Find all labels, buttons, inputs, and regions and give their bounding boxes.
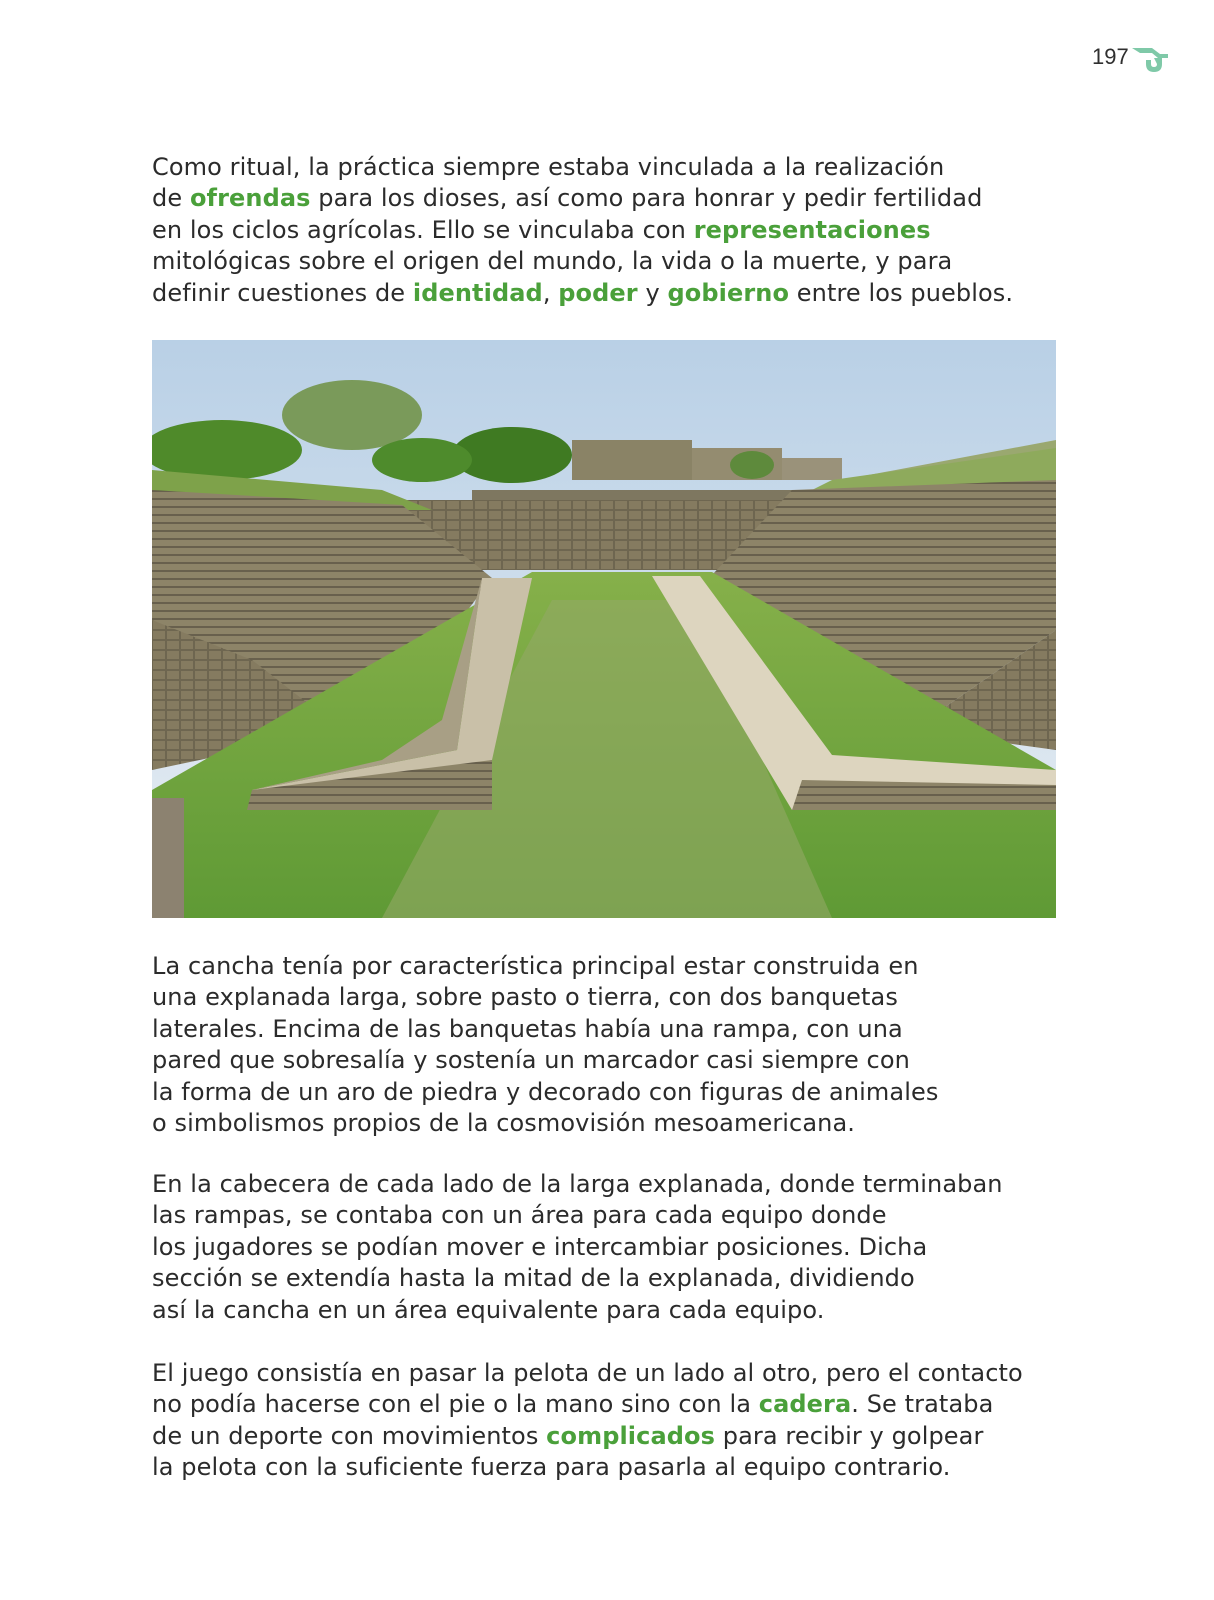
text-line: sección se extendía hasta la mitad de la explanada, dividiendo [152, 1264, 915, 1293]
text-line: así la cancha en un área equivalente para cada equipo. [152, 1295, 825, 1324]
text-line: La cancha tenía por característica principal estar construida en [152, 952, 919, 980]
paragraph-team-areas [152, 1169, 1003, 1326]
keyword-identidad: identidad [412, 278, 543, 307]
text-line: En la cabecera de cada lado de la larga explanada, donde terminaban [152, 1170, 1003, 1198]
text-line: una explanada larga, sobre pasto o tierra, con dos banquetas [152, 983, 898, 1012]
book-section-logo-icon [1130, 44, 1170, 78]
text-line: de ofrendas para los dioses, así como para honrar y pedir fertilidad [152, 184, 983, 213]
page-number: 197 [1092, 44, 1129, 69]
keyword-cadera: cadera [758, 1390, 852, 1419]
ball-court-photo [152, 340, 1056, 918]
text-line: mitológicas sobre el origen del mundo, la vida o la muerte, y para [152, 247, 953, 276]
text-line: Como ritual, la práctica siempre estaba vinculada a la realización [152, 153, 945, 181]
text-line: laterales. Encima de las banquetas había una rampa, con una [152, 1014, 903, 1043]
keyword-ofrendas: ofrendas [189, 184, 311, 213]
text-line: las rampas, se contaba con un área para cada equipo donde [152, 1201, 887, 1230]
keyword-representaciones: representaciones [693, 215, 931, 244]
text-line: El juego consistía en pasar la pelota de un lado al otro, pero el contacto [152, 1359, 1023, 1387]
text-line: o simbolismos propios de la cosmovisión mesoamericana. [152, 1109, 856, 1138]
text-line: la forma de un aro de piedra y decorado con figuras de animales [152, 1077, 939, 1106]
text-line: de un deporte con movimientos complicados para recibir y golpear [152, 1421, 984, 1450]
text-line: pared que sobresalía y sostenía un marcador casi siempre con [152, 1046, 910, 1075]
keyword-complicados: complicados [546, 1421, 716, 1450]
text-line: no podía hacerse con el pie o la mano sino con la cadera. Se trataba [152, 1390, 994, 1419]
keyword-poder: poder [558, 278, 638, 307]
paragraph-ritual [152, 152, 1013, 309]
text-line: en los ciclos agrícolas. Ello se vinculaba con representaciones [152, 215, 931, 244]
paragraph-court-description [152, 951, 938, 1139]
text-line: los jugadores se podían mover e intercambiar posiciones. Dicha [152, 1232, 928, 1261]
text-line: definir cuestiones de identidad, poder y gobierno entre los pueblos. [152, 278, 1014, 307]
text-line: la pelota con la suficiente fuerza para pasarla al equipo contrario. [152, 1453, 951, 1482]
keyword-gobierno: gobierno [667, 278, 790, 307]
paragraph-game-rules [152, 1358, 1023, 1484]
